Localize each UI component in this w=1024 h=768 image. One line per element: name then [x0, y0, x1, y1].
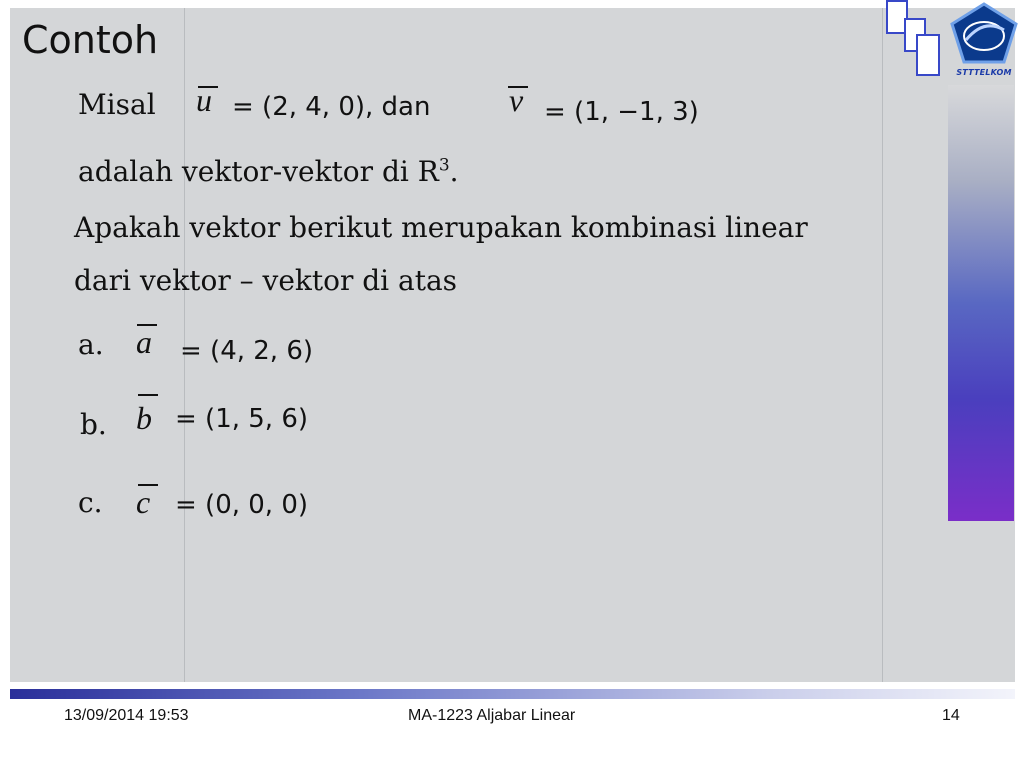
- vector-a: a: [136, 324, 152, 360]
- vector-b: b: [136, 400, 152, 436]
- vector-v-value: = (1, −1, 3): [544, 97, 699, 127]
- item-c-label: c.: [78, 486, 103, 519]
- vector-space-statement: adalah vektor-vektor di $R^3$.: [78, 155, 459, 188]
- item-b-label: b.: [80, 408, 107, 441]
- vector-c: c: [136, 484, 151, 520]
- logo-text: STTTELKOM: [956, 68, 1012, 77]
- question-line-2: dari vektor – vektor di atas: [74, 264, 458, 297]
- vector-bar-b: [138, 394, 158, 396]
- question-line-1: Apakah vektor berikut merupakan kombinasi linear: [74, 211, 808, 244]
- vector-c-value: = (0, 0, 0): [175, 490, 309, 520]
- footer-page-number: 14: [942, 707, 960, 724]
- logo-emblem-icon: [944, 0, 1024, 70]
- decorative-gradient-bar: [948, 85, 1014, 521]
- vector-v: v: [509, 82, 524, 118]
- decorative-square: [916, 34, 940, 76]
- misal-label: Misal: [78, 88, 156, 121]
- slide-title: Contoh: [22, 18, 159, 62]
- institution-logo: [944, 0, 1024, 84]
- vector-u-value: = (2, 4, 0), dan: [232, 92, 431, 122]
- vector-u: u: [196, 82, 212, 118]
- vector-a-value: = (4, 2, 6): [180, 336, 314, 366]
- guide-line-right: [882, 8, 883, 682]
- item-a-label: a.: [78, 328, 104, 361]
- footer-course: MA-1223 Aljabar Linear: [408, 707, 576, 724]
- footer-gradient-bar: [10, 689, 1015, 699]
- vector-b-value: = (1, 5, 6): [175, 404, 309, 434]
- footer-date: 13/09/2014 19:53: [64, 707, 189, 724]
